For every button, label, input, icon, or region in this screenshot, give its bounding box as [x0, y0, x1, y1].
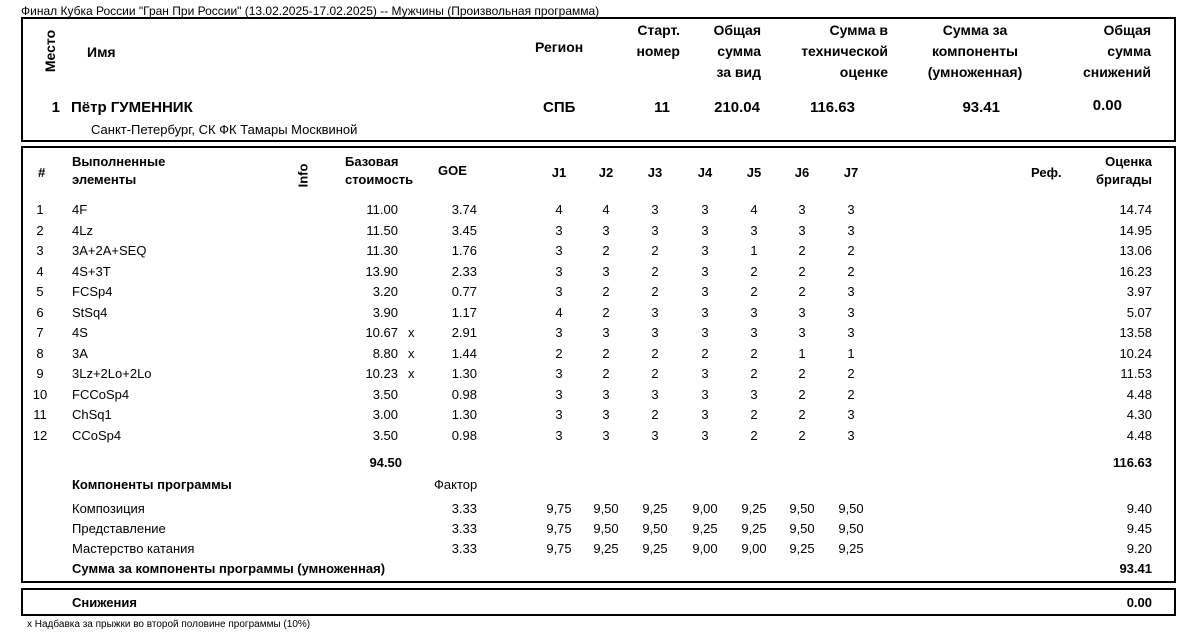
element-judge-score: 2 — [798, 243, 806, 258]
component-judge-score: 9,25 — [642, 501, 668, 516]
element-base-value: 3.50 — [372, 428, 398, 443]
elements-name-header: Выполненные элементы — [72, 154, 166, 187]
element-judge-score: 2 — [651, 366, 659, 381]
element-base-value: 3.90 — [372, 305, 398, 320]
element-num: 8 — [36, 346, 44, 361]
element-judge-score: 2 — [602, 305, 610, 320]
element-goe: 0.98 — [451, 428, 477, 443]
element-judge-score: 3 — [847, 407, 855, 422]
component-judge-score: 9,25 — [741, 501, 767, 516]
component-judge-score: 9,50 — [838, 521, 864, 536]
element-panel-score: 11.53 — [1120, 366, 1152, 381]
element-goe: 1.17 — [451, 305, 477, 320]
element-goe: 0.98 — [451, 387, 477, 402]
element-judge-score: 3 — [701, 366, 709, 381]
info-header: Info — [295, 163, 311, 188]
element-judge-score: 3 — [651, 325, 659, 340]
skater-tes: 116.63 — [809, 99, 855, 116]
element-judge-score: 2 — [602, 346, 610, 361]
element-judge-score: 1 — [798, 346, 806, 361]
element-judge-score: 3 — [602, 428, 610, 443]
deductions-row-label: Снижения — [72, 595, 137, 610]
panel-score-header: Оценка бригады — [1096, 154, 1152, 187]
element-judge-score: 2 — [798, 366, 806, 381]
deductions-row-value: 0.00 — [1126, 595, 1152, 610]
components-total-label: Сумма за компоненты программы (умноженная) — [72, 561, 386, 576]
element-judge-score: 3 — [602, 264, 610, 279]
element-judge-score: 3 — [701, 243, 709, 258]
element-base-value: 10.23 — [365, 366, 398, 381]
element-goe: 1.30 — [451, 366, 477, 381]
base-value-total: 94.50 — [369, 455, 402, 470]
component-judge-score: 9,00 — [692, 541, 718, 556]
element-judge-score: 2 — [750, 346, 758, 361]
element-base-value: 13.90 — [365, 264, 398, 279]
element-num: 12 — [32, 428, 48, 443]
element-name: FCCoSp4 — [72, 387, 130, 402]
element-base-value: 11.00 — [366, 202, 398, 217]
page-title: Финал Кубка России "Гран При России" (13.02.2025-17.02.2025) -- Мужчины (Произвольная программа) — [21, 4, 600, 18]
element-judge-score: 2 — [651, 264, 659, 279]
element-judge-score: 4 — [602, 202, 610, 217]
component-name: Мастерство катания — [72, 541, 195, 556]
element-num: 6 — [36, 305, 44, 320]
element-judge-score: 3 — [602, 407, 610, 422]
element-num: 1 — [36, 202, 44, 217]
judge-header-4: J4 — [697, 165, 713, 180]
element-judge-score: 3 — [701, 325, 709, 340]
element-judge-score: 2 — [750, 428, 758, 443]
component-judge-score: 9,25 — [692, 521, 718, 536]
element-name: 3A+2A+SEQ — [72, 243, 147, 258]
component-judge-score: 9,25 — [741, 521, 767, 536]
element-judge-score: 3 — [701, 223, 709, 238]
elements-num-header: # — [38, 165, 46, 180]
element-num: 7 — [36, 325, 44, 340]
element-judge-score: 3 — [651, 223, 659, 238]
element-judge-score: 2 — [798, 387, 806, 402]
component-judge-score: 9,25 — [838, 541, 864, 556]
element-judge-score: 3 — [555, 223, 563, 238]
element-num: 2 — [36, 223, 44, 238]
element-judge-score: 3 — [555, 407, 563, 422]
element-judge-score: 3 — [701, 428, 709, 443]
element-judge-score: 4 — [555, 305, 563, 320]
element-goe: 1.44 — [451, 346, 477, 361]
element-judge-score: 3 — [602, 223, 610, 238]
element-judge-score: 3 — [555, 428, 563, 443]
element-base-value: 3.00 — [372, 407, 398, 422]
name-label: Имя — [87, 44, 116, 60]
element-judge-score: 3 — [847, 305, 855, 320]
deductions-label: Общая сумма снижений — [1082, 22, 1151, 80]
element-judge-score: 2 — [798, 407, 806, 422]
element-name: FCSp4 — [72, 284, 113, 299]
element-judge-score: 3 — [701, 264, 709, 279]
judge-header-2: J2 — [598, 165, 614, 180]
element-goe: 1.76 — [451, 243, 477, 258]
element-judge-score: 3 — [750, 387, 758, 402]
element-judge-score: 2 — [651, 346, 659, 361]
element-panel-score: 5.07 — [1126, 305, 1152, 320]
element-judge-score: 2 — [555, 346, 563, 361]
start-number-label: Старт. номер — [636, 22, 680, 59]
element-goe: 3.74 — [451, 202, 477, 217]
deductions-box — [21, 588, 1176, 616]
element-judge-score: 3 — [847, 325, 855, 340]
element-panel-score: 14.95 — [1119, 223, 1152, 238]
element-judge-score: 2 — [847, 387, 855, 402]
component-name: Представление — [72, 521, 166, 536]
judge-header-3: J3 — [647, 165, 663, 180]
element-goe: 2.33 — [451, 264, 477, 279]
element-panel-score: 4.48 — [1126, 387, 1152, 402]
element-judge-score: 3 — [701, 407, 709, 422]
component-judge-score: 9,50 — [593, 521, 619, 536]
skater-start-number: 11 — [654, 99, 670, 116]
element-judge-score: 3 — [602, 387, 610, 402]
component-judge-score: 9,25 — [789, 541, 815, 556]
element-judge-score: 3 — [798, 202, 806, 217]
element-panel-score: 13.58 — [1119, 325, 1152, 340]
element-panel-score: 14.74 — [1119, 202, 1152, 217]
component-judge-score: 9,00 — [741, 541, 767, 556]
element-judge-score: 3 — [750, 325, 758, 340]
element-judge-score: 2 — [847, 243, 855, 258]
element-judge-score: 2 — [701, 346, 709, 361]
element-name: 3Lz+2Lo+2Lo — [72, 366, 152, 381]
element-panel-score: 16.23 — [1119, 264, 1152, 279]
component-factor: 3.33 — [451, 501, 477, 516]
element-judge-score: 1 — [750, 243, 758, 258]
element-judge-score: 2 — [847, 264, 855, 279]
element-panel-score: 4.48 — [1126, 428, 1152, 443]
element-judge-score: 3 — [847, 223, 855, 238]
element-judge-score: 3 — [701, 202, 709, 217]
element-judge-score: 1 — [847, 346, 855, 361]
element-base-value: 3.50 — [372, 387, 398, 402]
component-judge-score: 9,25 — [593, 541, 619, 556]
element-name: CCoSp4 — [72, 428, 122, 443]
element-judge-score: 3 — [701, 305, 709, 320]
skater-club: Санкт-Петербург, СК ФК Тамары Москвиной — [91, 122, 358, 137]
element-base-value: 10.67 — [365, 325, 398, 340]
element-judge-score: 3 — [651, 387, 659, 402]
component-judge-score: 9,50 — [838, 501, 864, 516]
element-judge-score: 2 — [750, 366, 758, 381]
element-judge-score: 3 — [750, 305, 758, 320]
element-judge-score: 2 — [798, 264, 806, 279]
element-name: 3A — [72, 346, 88, 361]
component-judge-score: 9,75 — [546, 541, 572, 556]
element-judge-score: 2 — [602, 243, 610, 258]
factor-label: Фактор — [434, 477, 478, 492]
element-judge-score: 2 — [750, 264, 758, 279]
element-goe: 0.77 — [451, 284, 477, 299]
pcs-label: Сумма за компоненты (умноженная) — [927, 22, 1023, 80]
element-bonus-mark: x — [408, 325, 415, 340]
skater-name: Пётр ГУМЕННИК — [71, 99, 193, 116]
skater-place: 1 — [51, 99, 60, 116]
element-goe: 1.30 — [451, 407, 477, 422]
element-judge-score: 2 — [651, 407, 659, 422]
skater-deductions: 0.00 — [1092, 97, 1122, 114]
element-judge-score: 3 — [798, 223, 806, 238]
element-judge-score: 2 — [602, 284, 610, 299]
referee-header: Реф. — [1031, 165, 1062, 180]
element-num: 5 — [36, 284, 44, 299]
component-panel-score: 9.20 — [1126, 541, 1152, 556]
element-judge-score: 2 — [602, 366, 610, 381]
element-judge-score: 2 — [798, 284, 806, 299]
component-factor: 3.33 — [451, 541, 477, 556]
element-judge-score: 2 — [651, 243, 659, 258]
element-panel-score: 10.24 — [1119, 346, 1152, 361]
element-judge-score: 2 — [651, 284, 659, 299]
component-judge-score: 9,50 — [642, 521, 668, 536]
tes-label: Сумма в технической оценке — [801, 22, 888, 80]
region-label: Регион — [535, 39, 584, 55]
judge-header-7: J7 — [843, 165, 859, 180]
element-judge-score: 3 — [651, 202, 659, 217]
element-judge-score: 2 — [750, 407, 758, 422]
element-judge-score: 3 — [651, 428, 659, 443]
component-judge-score: 9,75 — [546, 521, 572, 536]
footnote: x Надбавка за прыжки во второй половине программы (10%) — [27, 619, 311, 630]
element-num: 4 — [36, 264, 44, 279]
judge-header-6: J6 — [794, 165, 810, 180]
component-judge-score: 9,00 — [692, 501, 718, 516]
element-name: 4Lz — [72, 223, 93, 238]
component-panel-score: 9.40 — [1126, 501, 1152, 516]
element-name: ChSq1 — [72, 407, 112, 422]
element-judge-score: 3 — [798, 305, 806, 320]
element-panel-score: 4.30 — [1126, 407, 1152, 422]
element-judge-score: 3 — [701, 284, 709, 299]
component-judge-score: 9,75 — [546, 501, 572, 516]
element-base-value: 11.30 — [366, 243, 398, 258]
element-base-value: 11.50 — [366, 223, 398, 238]
component-judge-score: 9,50 — [789, 501, 815, 516]
element-judge-score: 3 — [555, 387, 563, 402]
elements-score-total: 116.63 — [1112, 455, 1152, 470]
element-judge-score: 3 — [602, 325, 610, 340]
element-judge-score: 3 — [651, 305, 659, 320]
element-judge-score: 3 — [555, 243, 563, 258]
components-total-value: 93.41 — [1119, 561, 1152, 576]
base-value-header: Базовая стоимость — [345, 154, 414, 187]
element-bonus-mark: x — [408, 366, 415, 381]
element-judge-score: 3 — [847, 202, 855, 217]
element-num: 11 — [33, 407, 47, 422]
element-judge-score: 4 — [555, 202, 563, 217]
element-num: 9 — [36, 366, 44, 381]
element-judge-score: 2 — [847, 366, 855, 381]
element-judge-score: 3 — [555, 325, 563, 340]
element-num: 10 — [32, 387, 48, 402]
element-judge-score: 3 — [798, 325, 806, 340]
element-name: 4S — [72, 325, 88, 340]
element-judge-score: 2 — [798, 428, 806, 443]
element-base-value: 8.80 — [372, 346, 398, 361]
component-judge-score: 9,25 — [642, 541, 668, 556]
components-label: Компоненты программы — [72, 477, 232, 492]
place-label: Место — [42, 29, 58, 73]
judge-header-5: J5 — [746, 165, 762, 180]
skater-region: СПБ — [543, 99, 576, 116]
goe-header: GOE — [438, 163, 467, 178]
element-judge-score: 2 — [750, 284, 758, 299]
judge-header-1: J1 — [551, 165, 567, 180]
element-panel-score: 13.06 — [1119, 243, 1152, 258]
component-judge-score: 9,50 — [789, 521, 815, 536]
element-name: 4F — [72, 202, 88, 217]
element-goe: 2.91 — [451, 325, 477, 340]
element-bonus-mark: x — [408, 346, 415, 361]
element-judge-score: 3 — [847, 428, 855, 443]
element-judge-score: 4 — [750, 202, 758, 217]
element-judge-score: 3 — [555, 264, 563, 279]
element-panel-score: 3.97 — [1126, 284, 1152, 299]
element-num: 3 — [36, 243, 44, 258]
component-factor: 3.33 — [451, 521, 477, 536]
element-judge-score: 3 — [847, 284, 855, 299]
component-judge-score: 9,50 — [593, 501, 619, 516]
element-name: 4S+3T — [72, 264, 111, 279]
skater-total: 210.04 — [714, 99, 760, 116]
element-base-value: 3.20 — [372, 284, 398, 299]
skater-pcs: 93.41 — [962, 99, 1000, 116]
element-judge-score: 3 — [701, 387, 709, 402]
element-judge-score: 3 — [555, 366, 563, 381]
total-score-label: Общая сумма за вид — [713, 22, 761, 80]
component-name: Композиция — [72, 501, 145, 516]
element-goe: 3.45 — [451, 223, 477, 238]
element-judge-score: 3 — [750, 223, 758, 238]
component-panel-score: 9.45 — [1126, 521, 1152, 536]
element-judge-score: 3 — [555, 284, 563, 299]
element-name: StSq4 — [72, 305, 108, 320]
